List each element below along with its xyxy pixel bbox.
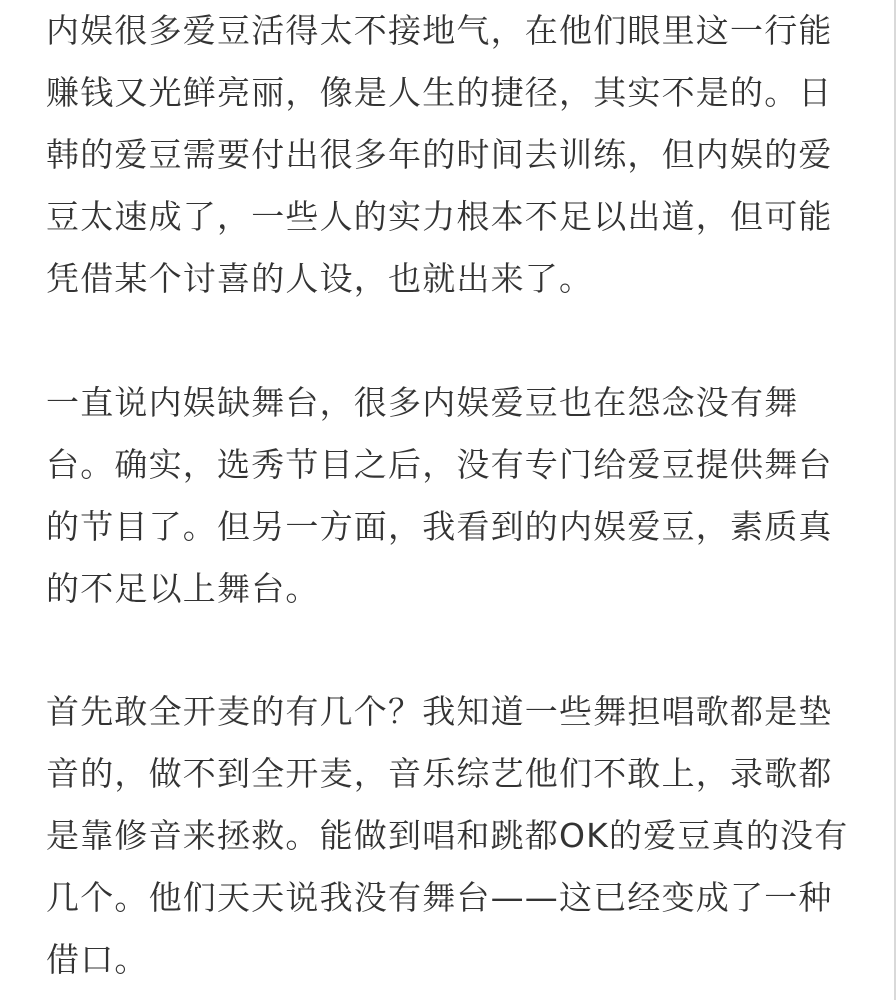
text-line: 的不足以上舞台。 bbox=[46, 569, 320, 608]
text-line: 首先敢全开麦的有几个？我知道一些舞担唱歌都是垫 bbox=[46, 692, 833, 731]
paragraph-1 bbox=[46, 0, 856, 310]
text-line: 借口。 bbox=[46, 940, 149, 979]
text-line: 凭借某个讨喜的人设，也就出来了。 bbox=[46, 259, 594, 298]
text-line: 赚钱又光鲜亮丽，像是人生的捷径，其实不是的。日 bbox=[46, 73, 833, 112]
text-line: 一直说内娱缺舞台，很多内娱爱豆也在怨念没有舞 bbox=[46, 383, 799, 422]
paragraph-3 bbox=[46, 681, 856, 991]
text-line: 台。确实，选秀节目之后，没有专门给爱豆提供舞台 bbox=[46, 445, 833, 484]
text-line: 是靠修音来拯救。能做到唱和跳都OK的爱豆真的没有 bbox=[46, 816, 849, 855]
text-line: 豆太速成了，一些人的实力根本不足以出道，但可能 bbox=[46, 197, 833, 236]
text-line: 几个。他们天天说我没有舞台——这已经变成了一种 bbox=[46, 878, 833, 917]
text-line: 韩的爱豆需要付出很多年的时间去训练，但内娱的爱 bbox=[46, 135, 833, 174]
paragraph-2 bbox=[46, 372, 856, 620]
text-line: 的节目了。但另一方面，我看到的内娱爱豆，素质真 bbox=[46, 507, 833, 546]
text-line: 内娱很多爱豆活得太不接地气，在他们眼里这一行能 bbox=[46, 11, 833, 50]
text-line: 音的，做不到全开麦，音乐综艺他们不敢上，录歌都 bbox=[46, 754, 833, 793]
